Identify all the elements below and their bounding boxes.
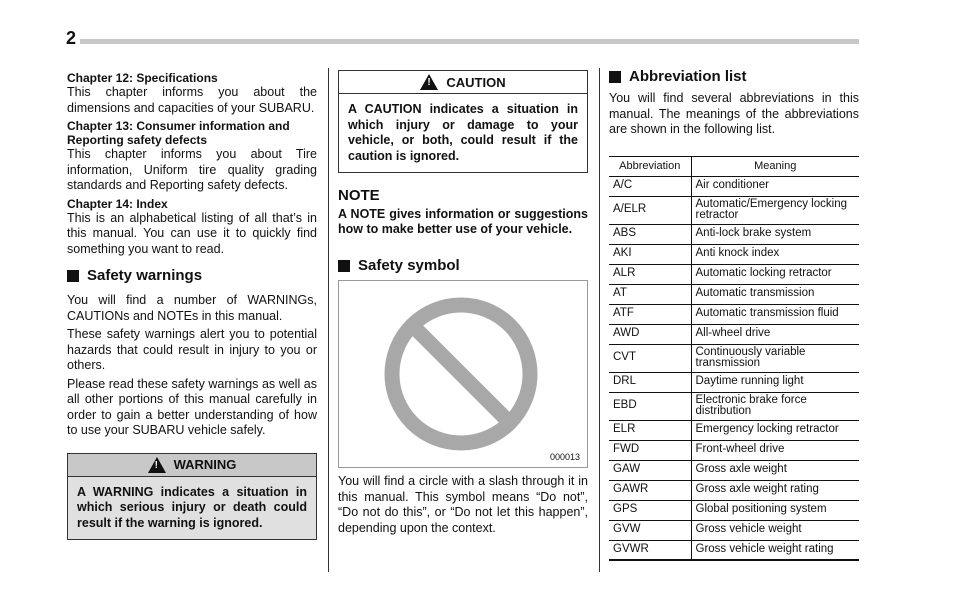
caution-text: A CAUTION indicates a situation in which injury or damage to your vehicle, or both, could result if the caution is ignored. — [348, 102, 578, 163]
column-header-abbreviation: Abbreviation — [609, 156, 691, 176]
safety-symbol-figure — [338, 280, 588, 468]
meaning-cell: Electronic brake force distribution — [691, 392, 859, 420]
meaning-cell: Automatic transmission — [691, 284, 859, 304]
table-row — [609, 196, 859, 224]
meaning-cell: Gross vehicle weight rating — [691, 540, 859, 560]
warning-triangle-icon: ! — [420, 74, 438, 90]
abbreviation-cell: ALR — [609, 264, 691, 284]
meaning-cell: All-wheel drive — [691, 324, 859, 344]
safety-paragraph: You will find a number of WARNINGs, CAUTIONs and NOTEs in this manual. — [67, 293, 317, 323]
section-title-text: Abbreviation list — [629, 68, 747, 85]
caution-header — [339, 71, 587, 94]
abbreviation-cell: GVW — [609, 520, 691, 540]
abbreviation-cell: DRL — [609, 372, 691, 392]
meaning-cell: Gross axle weight — [691, 460, 859, 480]
table-row — [609, 392, 859, 420]
abbreviation-cell: A/ELR — [609, 196, 691, 224]
chapter-13-text: This chapter informs you about Tire information, Uniform tire quality grading standards and Reporting safety defects. — [67, 147, 317, 192]
abbreviation-cell: ABS — [609, 224, 691, 244]
chapter-13-heading: Chapter 13: Consumer information and Reporting safety defects — [67, 119, 290, 147]
safety-symbol-text: You will find a circle with a slash through it in this manual. This symbol means “Do not”, “Do not do this”, or “Do not let this happen”, depending upon the context. — [338, 474, 588, 535]
table-row — [609, 324, 859, 344]
page-number: 2 — [66, 28, 77, 48]
chapter-14-text: This is an alphabetical listing of all that’s in this manual. You can use it to quickly find something you want to read. — [67, 210, 317, 256]
abbreviation-cell: A/C — [609, 176, 691, 196]
middle-column — [338, 68, 588, 539]
abbreviation-cell: GAWR — [609, 480, 691, 500]
note-heading: NOTE — [338, 187, 380, 204]
meaning-cell: Gross axle weight rating — [691, 480, 859, 500]
column-divider — [599, 68, 600, 572]
column-divider — [328, 68, 329, 572]
abbreviation-cell: GPS — [609, 500, 691, 520]
right-column — [609, 68, 859, 561]
table-row — [609, 304, 859, 324]
abbreviation-list-heading — [609, 68, 859, 85]
meaning-cell: Front-wheel drive — [691, 440, 859, 460]
meaning-cell: Air conditioner — [691, 176, 859, 196]
header-rule — [80, 39, 859, 44]
abbreviation-cell: AT — [609, 284, 691, 304]
square-bullet-icon — [338, 260, 350, 272]
circle-slash-icon — [339, 281, 587, 467]
abbreviation-cell: GAW — [609, 460, 691, 480]
abbreviation-table — [609, 156, 859, 562]
chapter-12-heading: Chapter 12: Specifications — [67, 71, 218, 85]
table-row — [609, 500, 859, 520]
figure-id: 000013 — [549, 452, 580, 462]
safety-symbol-heading — [338, 257, 588, 274]
meaning-cell: Emergency locking retractor — [691, 420, 859, 440]
table-row — [609, 540, 859, 560]
caution-label: CAUTION — [446, 74, 506, 90]
meaning-cell: Anti knock index — [691, 244, 859, 264]
section-title-text: Safety warnings — [87, 267, 203, 284]
table-row — [609, 480, 859, 500]
abbreviation-cell: CVT — [609, 344, 691, 372]
table-row — [609, 420, 859, 440]
abbreviation-cell: ATF — [609, 304, 691, 324]
square-bullet-icon — [67, 270, 79, 282]
meaning-cell: Daytime running light — [691, 372, 859, 392]
abbreviation-cell: GVWR — [609, 540, 691, 560]
note-text: A NOTE gives information or suggestions how to make better use of your vehicle. — [338, 207, 588, 236]
meaning-cell: Automatic locking retractor — [691, 264, 859, 284]
table-row — [609, 460, 859, 480]
chapter-14-heading: Chapter 14: Index — [67, 196, 168, 211]
abbreviation-cell: EBD — [609, 392, 691, 420]
warning-triangle-icon: ! — [148, 457, 166, 473]
table-row — [609, 176, 859, 196]
warning-box — [67, 453, 317, 541]
warning-label: WARNING — [173, 457, 237, 472]
column-header-meaning: Meaning — [691, 156, 859, 176]
left-column — [67, 68, 317, 540]
abbreviation-cell: ELR — [609, 420, 691, 440]
safety-warnings-heading — [67, 267, 317, 284]
meaning-cell: Anti-lock brake system — [691, 224, 859, 244]
chapter-12-text: This chapter informs you about the dimensions and capacities of your SUBARU. — [67, 85, 317, 115]
meaning-cell: Automatic/Emergency locking retractor — [691, 196, 859, 224]
table-row — [609, 372, 859, 392]
abbreviation-cell: AKI — [609, 244, 691, 264]
abbreviation-intro: You will find several abbreviations in this manual. The meanings of the abbreviations are shown in the following list. — [609, 91, 859, 136]
section-title-text: Safety symbol — [358, 257, 460, 274]
warning-header — [68, 454, 316, 477]
table-row — [609, 284, 859, 304]
meaning-cell: Global positioning system — [691, 500, 859, 520]
safety-paragraph: Please read these safety warnings as well as all other portions of this manual carefully in order to gain a better understanding of how to use your SUBARU vehicle safely. — [67, 376, 317, 437]
caution-box — [338, 70, 588, 173]
abbreviation-cell: AWD — [609, 324, 691, 344]
safety-paragraph: These safety warnings alert you to potential hazards that could result in injury to you or others. — [67, 327, 317, 372]
table-row — [609, 344, 859, 372]
table-row — [609, 440, 859, 460]
table-header-row — [609, 156, 859, 176]
meaning-cell: Automatic transmission fluid — [691, 304, 859, 324]
table-row — [609, 244, 859, 264]
table-row — [609, 264, 859, 284]
table-row — [609, 520, 859, 540]
meaning-cell: Continuously variable transmission — [691, 344, 859, 372]
meaning-cell: Gross vehicle weight — [691, 520, 859, 540]
warning-text: A WARNING indicates a situation in which serious injury or death could result if the warning is ignored. — [68, 477, 316, 540]
table-row — [609, 224, 859, 244]
square-bullet-icon — [609, 71, 621, 83]
abbreviation-cell: FWD — [609, 440, 691, 460]
